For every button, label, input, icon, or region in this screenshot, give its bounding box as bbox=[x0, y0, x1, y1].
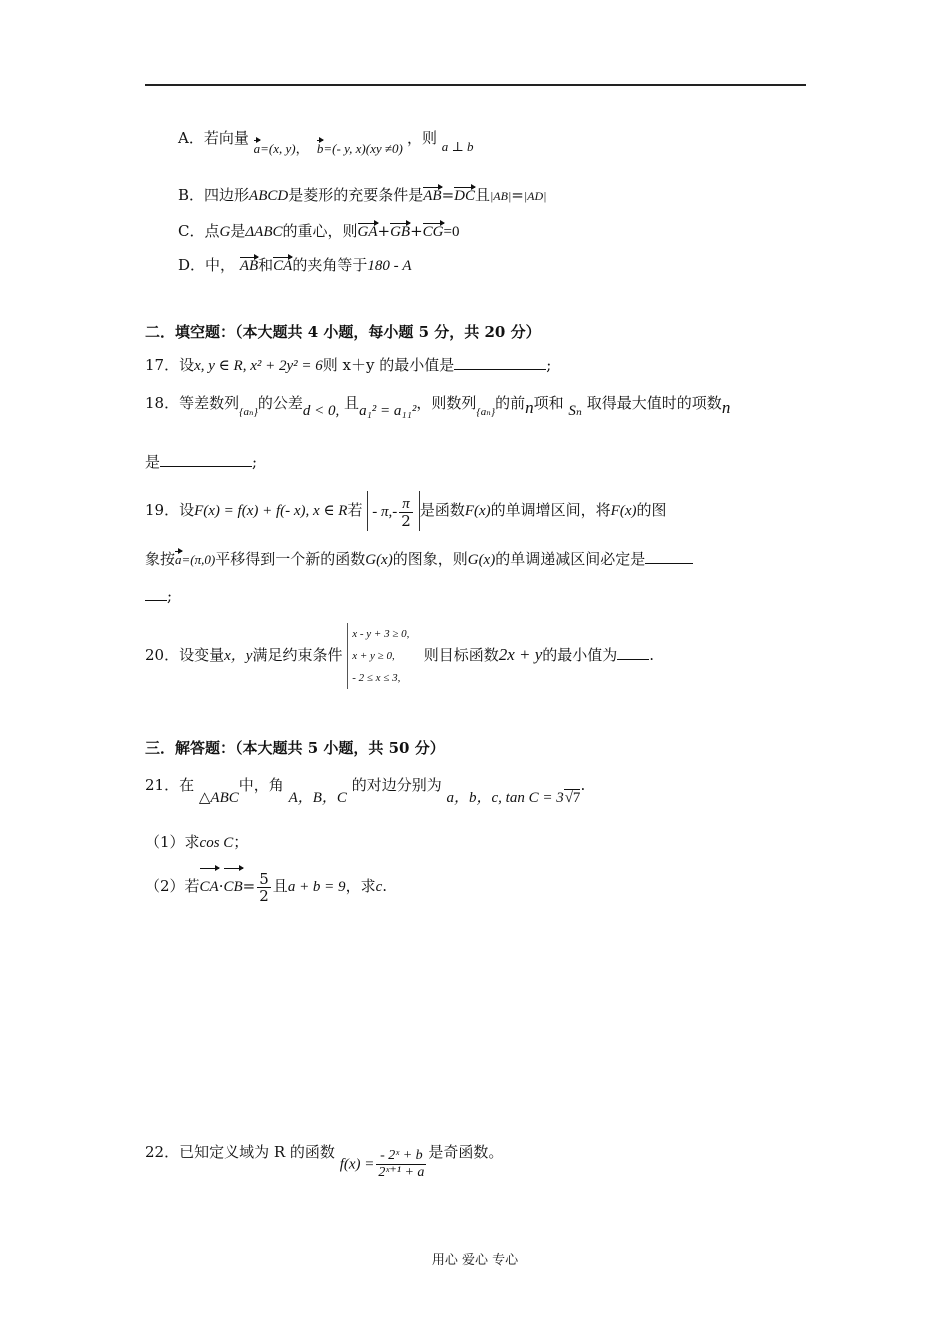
option-c-plus1: + bbox=[377, 222, 391, 240]
q21-p1-math: cos C bbox=[199, 835, 234, 851]
q18-text1: 等差数列 bbox=[179, 394, 240, 412]
option-a-sep: ， bbox=[295, 142, 309, 157]
q17-number: 17． bbox=[145, 356, 180, 374]
q19-blank2 bbox=[145, 586, 167, 601]
option-d-text2: 和 bbox=[258, 256, 274, 274]
q21-c: c bbox=[375, 879, 383, 895]
option-a bbox=[178, 128, 474, 157]
question-21 bbox=[145, 775, 586, 806]
q17-blank bbox=[454, 355, 546, 370]
q21-eq: = bbox=[242, 877, 256, 895]
q20-text2: 满足约束条件 bbox=[252, 646, 343, 664]
q18-n2: n bbox=[721, 398, 731, 417]
vector-ab-d: AB bbox=[239, 258, 259, 274]
question-17 bbox=[145, 355, 551, 376]
option-c-text2: 是 bbox=[230, 222, 246, 240]
option-a-text2: ，则 bbox=[406, 129, 437, 147]
option-b-abs-lhs: |AB| bbox=[490, 189, 512, 203]
vector-dc: DC bbox=[454, 188, 475, 204]
q19-fx: F(x) bbox=[464, 503, 491, 519]
q21-p2-end: . bbox=[382, 877, 388, 895]
q20-c2: x + y ≥ 0, bbox=[352, 650, 395, 662]
q19-two: 2 bbox=[401, 511, 411, 530]
option-b-text: 四边形 bbox=[204, 186, 250, 204]
option-d-text3: 的夹角等于 bbox=[292, 256, 368, 274]
q22-function bbox=[340, 1148, 429, 1181]
option-a-text: 若向量 bbox=[203, 129, 249, 147]
q21-two: 2 bbox=[259, 886, 269, 905]
q18-text3: 且 bbox=[344, 394, 360, 412]
option-a-eq1: =(x, y) bbox=[260, 141, 296, 156]
option-d-text: 中， bbox=[205, 256, 236, 274]
q21-angles: A，B，C bbox=[288, 790, 347, 806]
q18-text6: 项和 bbox=[533, 394, 564, 412]
q19-text7: 平移得到一个新的函数 bbox=[215, 550, 366, 568]
option-b-label: B． bbox=[178, 186, 205, 204]
q20-objective: 2x + y bbox=[498, 645, 543, 664]
q19-interval bbox=[367, 491, 420, 531]
option-b-abcd: ABCD bbox=[249, 188, 289, 204]
q21-p1-end: ； bbox=[233, 833, 249, 851]
option-c-eq: =0 bbox=[443, 224, 460, 240]
option-c-text3: 的重心，则 bbox=[282, 222, 358, 240]
q18-text8: 是 bbox=[145, 453, 161, 471]
vector-ab: AB bbox=[423, 188, 442, 204]
option-d bbox=[178, 255, 412, 276]
vector-gb: GB bbox=[390, 224, 411, 240]
question-22 bbox=[145, 1142, 503, 1194]
q21-end: . bbox=[580, 776, 586, 794]
q21-text5: ，求 bbox=[345, 877, 376, 895]
q18-text2: 的公差 bbox=[257, 394, 303, 412]
vector-ca-d: CA bbox=[273, 258, 293, 274]
vector-a: a bbox=[254, 139, 261, 159]
q22-denominator: 2ˣ⁺¹ + a bbox=[378, 1165, 425, 1180]
question-20 bbox=[145, 622, 654, 688]
vector-b: b bbox=[317, 139, 324, 159]
option-c-text: 点 bbox=[204, 222, 220, 240]
q21-p1-label: （1）求 bbox=[145, 833, 200, 851]
option-b-eq: = bbox=[441, 186, 455, 204]
q20-text3: 则目标函数 bbox=[423, 646, 499, 664]
q21-sides: a，b，c bbox=[446, 790, 499, 806]
q19-vec-val: =(π,0) bbox=[181, 552, 216, 567]
section-3-title: 三．解答题：（本大题共 5 小题，共 50 分） bbox=[145, 739, 445, 757]
q22-text2: 是奇函数。 bbox=[428, 1143, 504, 1161]
q21-text1: 在 bbox=[179, 776, 195, 794]
vector-cg: CG bbox=[422, 224, 444, 240]
q18-number: 18． bbox=[145, 394, 180, 412]
option-c bbox=[178, 221, 459, 242]
option-a-label: A． bbox=[178, 129, 204, 147]
q18-seq2: {aₙ} bbox=[476, 406, 496, 418]
option-c-label: C． bbox=[178, 222, 205, 240]
q18-seq: {aₙ} bbox=[239, 406, 258, 418]
q21-sum: a + b = 9 bbox=[287, 879, 346, 895]
option-b-text2: 是菱形的充要条件是 bbox=[288, 186, 424, 204]
q21-number: 21． bbox=[145, 776, 180, 794]
option-a-eq2: =(- y, x)(xy ≠0) bbox=[323, 141, 403, 156]
option-d-angle: 180 - A bbox=[367, 258, 412, 274]
vector-cb: CB bbox=[224, 867, 243, 907]
option-b-abs-rhs: |AD| bbox=[523, 189, 547, 203]
q20-text1: 设变量 bbox=[179, 646, 225, 664]
q18-text7: 取得最大值时的项数 bbox=[586, 394, 722, 412]
q21-p2-label: （2）若 bbox=[145, 877, 200, 895]
vector-ga: GA bbox=[357, 224, 378, 240]
q19-fx2: F(x) bbox=[610, 503, 637, 519]
q19-pi: π bbox=[399, 496, 413, 513]
q18-text4: ，则数列 bbox=[416, 394, 477, 412]
q20-vars: x，y bbox=[224, 648, 253, 664]
q19-func: F(x) = f(x) + f(- x), x ∈ R bbox=[194, 503, 348, 519]
q19-text9: 的单调递减区间必定是 bbox=[495, 550, 646, 568]
q19-gx: G(x) bbox=[365, 552, 393, 568]
q17-text2: 则 x＋y 的最小值是 bbox=[322, 356, 455, 374]
q19-vec: a bbox=[175, 550, 182, 570]
footer: 用心 爱心 专心 bbox=[431, 1253, 519, 1268]
q18-blank bbox=[160, 452, 252, 467]
q21-tan: , tan C = 3 bbox=[498, 790, 564, 806]
q22-number: 22． bbox=[145, 1143, 180, 1161]
option-b bbox=[178, 185, 546, 206]
q18-end: ; bbox=[252, 453, 258, 471]
q19-text5: 的图 bbox=[636, 501, 667, 519]
option-c-triangle: ΔABC bbox=[245, 224, 283, 240]
q19-text2: 若 bbox=[347, 501, 363, 519]
question-19-cont2 bbox=[145, 586, 172, 606]
q19-blank bbox=[645, 549, 693, 564]
option-b-eq2: = bbox=[511, 186, 524, 204]
q21-text3: 的对边分别为 bbox=[351, 776, 442, 794]
option-c-g: G bbox=[219, 224, 231, 240]
question-19-cont bbox=[145, 549, 693, 570]
option-a-result: a ⊥ b bbox=[441, 139, 474, 154]
q21-sqrt: √7 bbox=[564, 790, 581, 806]
q19-interval-left: - π,- bbox=[372, 504, 398, 520]
q19-text1: 设 bbox=[179, 501, 195, 519]
question-18-cont bbox=[145, 452, 257, 472]
q21-text2: 中，角 bbox=[238, 776, 284, 794]
option-c-plus2: + bbox=[410, 222, 423, 240]
q19-text6: 象按 bbox=[145, 550, 176, 568]
q17-math: x, y ∈ R, x² + 2y² = 6 bbox=[194, 358, 323, 374]
q19-text4: 的单调增区间，将 bbox=[490, 501, 611, 519]
q19-gx2: G(x) bbox=[467, 552, 496, 568]
option-d-label: D． bbox=[178, 256, 206, 274]
question-21-part1 bbox=[145, 832, 248, 853]
q18-text5: 的前 bbox=[495, 394, 526, 412]
q18-d: d < 0, bbox=[302, 403, 340, 419]
q20-number: 20． bbox=[145, 646, 180, 664]
q18-sn: Sₙ bbox=[568, 403, 583, 419]
question-19 bbox=[145, 488, 667, 532]
q21-text4: 且 bbox=[272, 877, 288, 895]
q20-c1: x - y + 3 ≥ 0, bbox=[352, 628, 410, 640]
q21-triangle: △ABC bbox=[198, 790, 239, 806]
option-b-text3: 且 bbox=[474, 186, 490, 204]
q21-five: 5 bbox=[259, 869, 269, 888]
q22-fx: f(x) = bbox=[339, 1156, 375, 1173]
q21-dot: · bbox=[218, 877, 224, 895]
question-21-part2 bbox=[145, 866, 387, 906]
q20-constraints bbox=[347, 623, 409, 689]
q19-text8: 的图象，则 bbox=[392, 550, 468, 568]
q17-end: ; bbox=[546, 356, 552, 374]
question-18 bbox=[145, 393, 731, 419]
q20-c3: - 2 ≤ x ≤ 3, bbox=[352, 672, 401, 684]
q20-end: . bbox=[649, 646, 655, 664]
header-rule bbox=[145, 84, 806, 86]
vector-ca: CA bbox=[200, 867, 219, 907]
q22-numerator: - 2ˣ + b bbox=[376, 1148, 426, 1165]
q22-text1: 已知定义域为 R 的函数 bbox=[179, 1143, 335, 1161]
section-2-title: 二．填空题：（本大题共 4 小题，每小题 5 分，共 20 分） bbox=[145, 323, 541, 341]
q19-end: ; bbox=[167, 587, 173, 605]
q19-text3: 是函数 bbox=[419, 501, 465, 519]
q20-blank bbox=[617, 645, 649, 660]
q19-number: 19． bbox=[145, 501, 180, 519]
q18-eq: a₁² = a₁₁² bbox=[359, 403, 417, 419]
q18-n: n bbox=[525, 398, 534, 417]
q17-text1: 设 bbox=[179, 356, 195, 374]
q20-text4: 的最小值为 bbox=[542, 646, 618, 664]
